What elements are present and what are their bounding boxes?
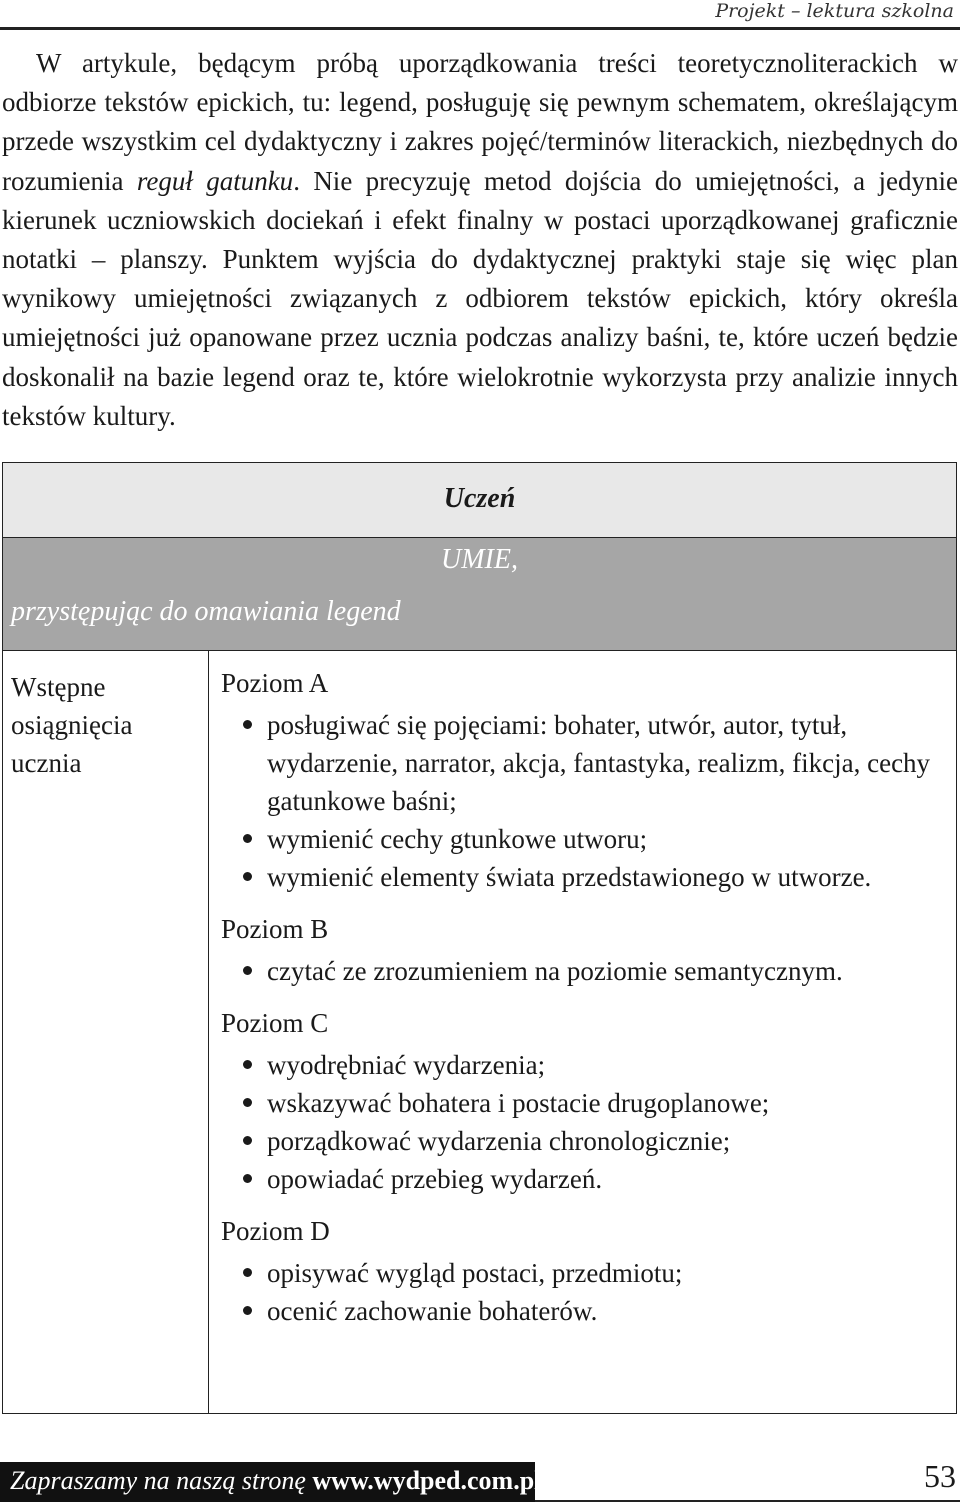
list-item: wymienić elementy świata przedstawionego w utworze. [221,858,956,896]
level-block [221,910,956,990]
list-item: czytać ze zrozumieniem na poziomie semantycznym. [221,952,956,990]
list-item: wyodrębniać wydarzenia; [221,1046,956,1084]
page-number: 53 [924,1458,956,1494]
list-item: opisywać wygląd postaci, przedmiotu; [221,1254,956,1292]
umie-label: UMIE, [441,544,518,575]
intro-emphasis: reguł gatunku [136,165,294,196]
list-item: opowiadać przebieg wydarzeń. [221,1160,956,1198]
list-item: wymienić cechy gtunkowe utworu; [221,820,956,858]
table-title: Uczeń [443,483,516,514]
footer-banner [0,1462,542,1502]
intro-paragraph [2,44,958,436]
footer-url-link[interactable]: www.wydped.com.pl [312,1466,542,1495]
intro-text-2: . Nie precyzuję metod dojścia do umiejętności, a jedynie kierunek uczniowskich dociekań i efekt finalny w postaci uporządkowanej graficznie notatki – planszy. Punktem wyjścia do dydaktycznej praktyki staje się więc plan wynikowy umiejętności związanych z odbiorem tekstów epickich, który określa umiejętności już opanowane przez ucznia podczas analizy baśni, te, które uczeń będzie doskonalił na bazie legend oraz te, które wielokrotnie wykorzysta przy analizie innych tekstów kultury. [2,165,958,431]
level-list [221,1046,956,1198]
header-rule [0,27,960,30]
list-item: ocenić zachowanie bohaterów. [221,1292,956,1330]
footer-text [10,1466,541,1496]
level-label: Poziom C [221,1008,329,1038]
intro-text-1: W artykule, będącym próbą uporządkowania treści teoretycznoliterackich w odbiorze tekstów epickich, tu: legend, posługuję się pewnym schematem, określającym przede wszystkim cel dydaktyczny i zakres pojęć/terminów literackich, niezbędnych do rozumienia [2,48,958,196]
table-header-row [3,463,956,538]
level-label: Poziom B [221,914,329,944]
level-block [221,664,956,896]
level-block [221,1004,956,1198]
level-label: Poziom D [221,1216,330,1246]
table-umie-row [3,538,956,651]
level-label: Poziom A [221,668,329,698]
level-block [221,1212,956,1330]
footer-invite: Zapraszamy na naszą stronę [10,1466,313,1495]
level-list [221,952,956,990]
umie-subtitle: przystępując do omawiania legend [11,596,401,627]
level-list [221,706,956,896]
list-item: wskazywać bohatera i postacie drugoplanowe; [221,1084,956,1122]
list-item: porządkować wydarzenia chronologicznie; [221,1122,956,1160]
running-header: Projekt – lektura szkolna [715,0,954,22]
list-item: posługiwać się pojęciami: bohater, utwór, autor, tytuł, wydarzenie, narrator, akcja, fantastyka, realizm, fikcja, cechy gatunkowe baśni; [221,706,956,820]
left-cell: Wstępne osiągnięcia ucznia [3,650,209,1413]
level-list [221,1254,956,1330]
skills-table [2,462,957,1414]
levels-cell [209,650,956,1413]
